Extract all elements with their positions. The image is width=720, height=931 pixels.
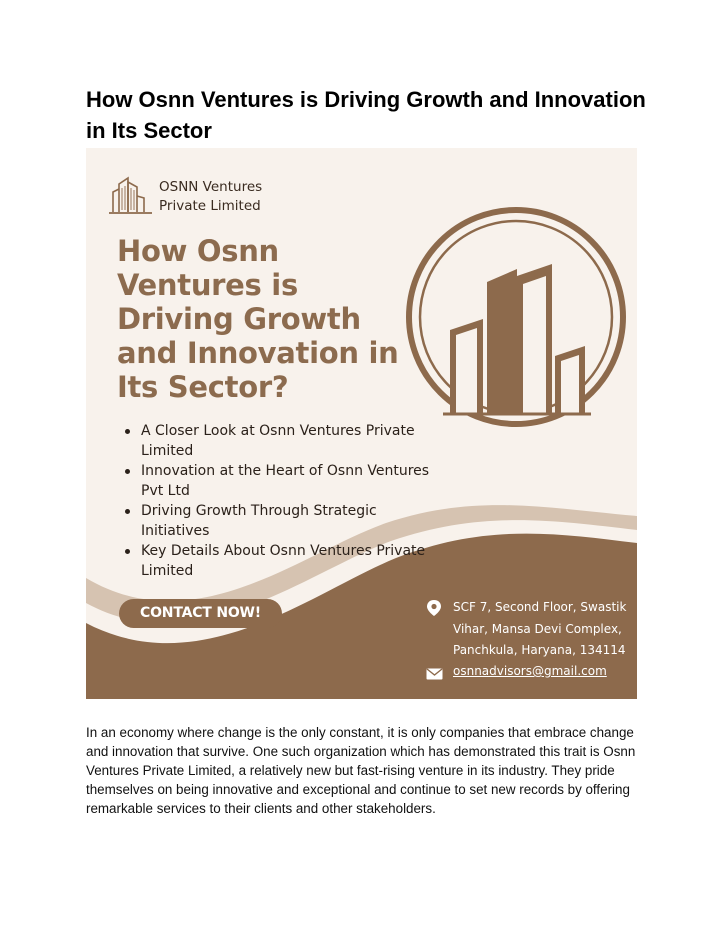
- logo-line-1: OSNN Ventures: [159, 179, 263, 195]
- email-link[interactable]: osnnadvisors@gmail.com: [453, 664, 607, 678]
- address-text: SCF 7, Second Floor, Swastik Vihar, Mansa Devi Complex, Panchkula, Haryana, 134114: [453, 600, 627, 657]
- contact-now-button[interactable]: CONTACT NOW!: [119, 599, 282, 628]
- page-title: How Osnn Ventures is Driving Growth and Innovation in Its Sector: [86, 87, 646, 143]
- banner-image: [86, 148, 637, 699]
- article-paragraph: In an economy where change is the only constant, it is only companies that embrace change and innovation that survive. One such organization which has demonstrated this trait is Osnn Ventures Private Limited, a relatively new but fast-rising venture in its industry. They pride themselves on being innovative and exceptional and continue to set new records by offering remarkable services to their clients and other stakeholders.: [86, 725, 636, 816]
- buildings-logo-icon: [108, 174, 153, 216]
- envelope-icon: [426, 668, 443, 680]
- topics-list: [123, 421, 433, 581]
- logo-line-2: Private Limited: [159, 198, 261, 214]
- location-pin-icon: [426, 599, 442, 617]
- topic-item-1: A Closer Look at Osnn Ventures Private Limited: [123, 421, 433, 461]
- company-logo-text: [159, 178, 262, 216]
- topic-item-2: Innovation at the Heart of Osnn Ventures Pvt Ltd: [123, 461, 433, 501]
- topic-item-3: Driving Growth Through Strategic Initiatives: [123, 501, 433, 541]
- banner-heading: How Osnn Ventures is Driving Growth and Innovation in Its Sector?: [117, 234, 399, 404]
- topic-item-4: Key Details About Osnn Ventures Private Limited: [123, 541, 433, 581]
- skyscraper-emblem-icon: [405, 206, 627, 428]
